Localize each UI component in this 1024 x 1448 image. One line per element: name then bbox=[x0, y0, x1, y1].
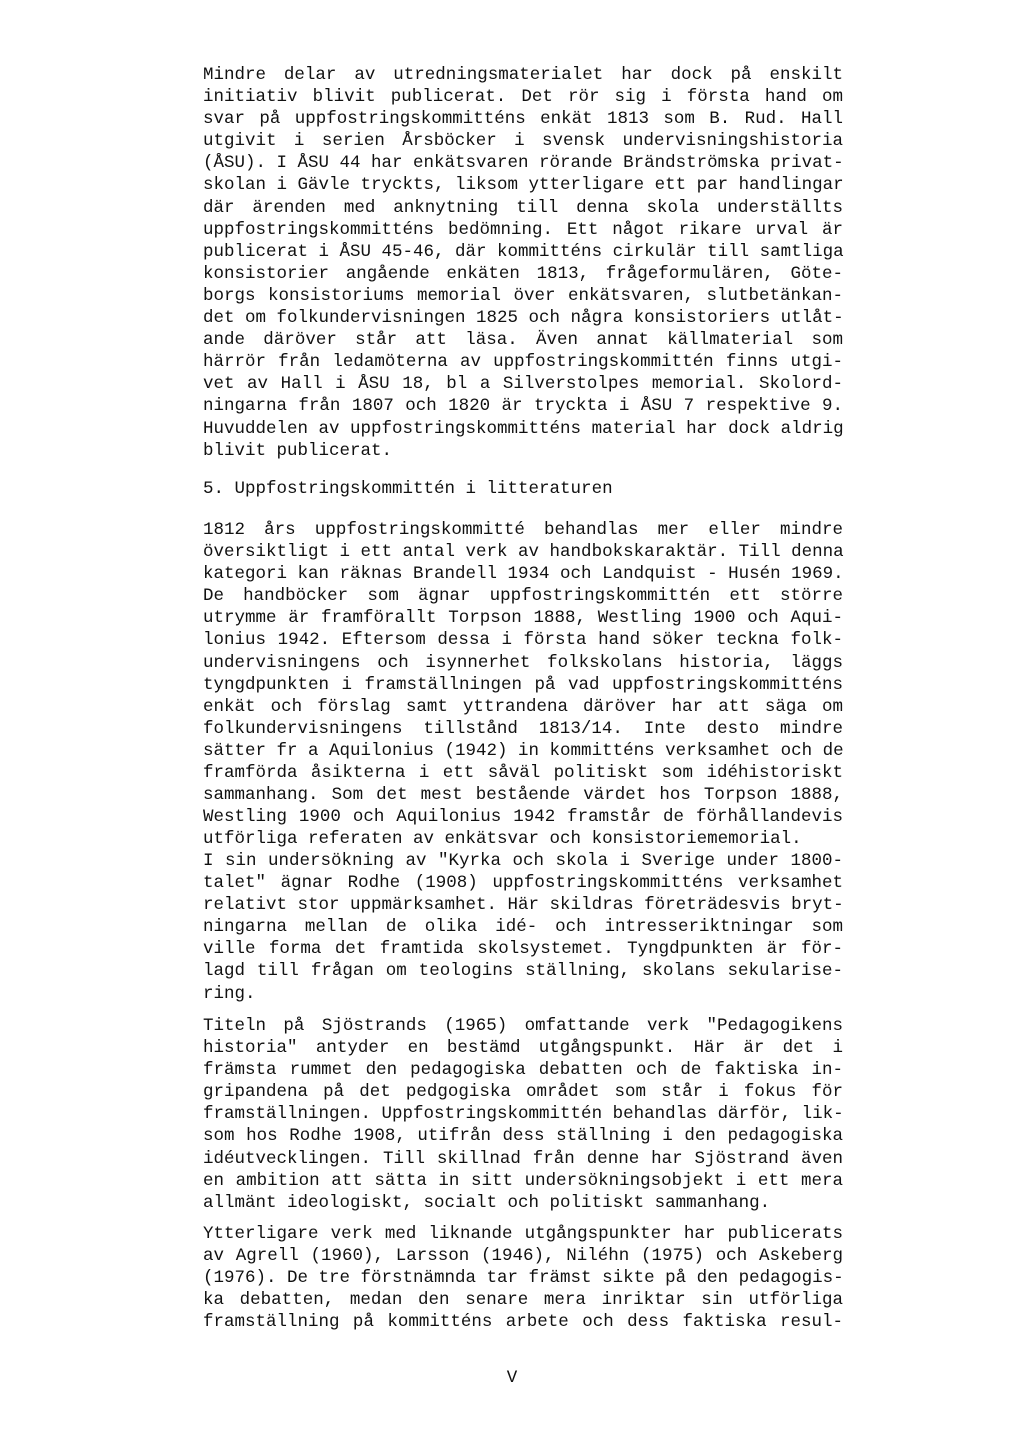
text-line: blivit publicerat. bbox=[203, 440, 393, 461]
text-line: ningarna mellan de olika idé- och intresseriktningar som bbox=[203, 917, 843, 938]
text-line: allmänt ideologiskt, socialt och politiskt sammanhang. bbox=[203, 1192, 771, 1213]
text-line: som hos Rodhe 1908, utifrån dess ställning i den pedagogiska bbox=[203, 1126, 843, 1147]
text-line: där ärenden med anknytning till denna skola underställts bbox=[203, 197, 843, 218]
text-line: sammanhang. Som det mest bestående värdet hos Torpson 1888, bbox=[203, 785, 843, 806]
text-line: framställningen. Uppfostringskommittén behandlas därför, lik- bbox=[203, 1104, 844, 1125]
text-line: ande däröver står att läsa. Även annat källmaterial som bbox=[203, 330, 843, 351]
text-line: undervisningens och isynnerhet folkskolans historia, läggs bbox=[203, 652, 843, 673]
text-line: historia" antyder en bestämd utgångspunkt. Här är det i bbox=[203, 1038, 843, 1059]
text-line: Huvuddelen av uppfostringskommitténs material har dock aldrig bbox=[203, 418, 844, 439]
paragraph-5 bbox=[203, 1223, 843, 1333]
paragraph-4 bbox=[203, 1015, 843, 1214]
page-number: V bbox=[506, 1368, 518, 1388]
text-line: översiktligt i ett antal verk av handbokskaraktär. Till denna bbox=[203, 542, 844, 563]
paragraph-3 bbox=[203, 850, 843, 1005]
text-line: ring. bbox=[203, 983, 256, 1004]
text-line: sätter fr a Aquilonius (1942) in kommitténs verksamhet och de bbox=[203, 740, 844, 761]
text-line: utgivit i serien Årsböcker i svensk undervisningshistoria bbox=[203, 131, 843, 152]
text-line: tyngdpunkten i framställningen på vad uppfostringskommitténs bbox=[203, 674, 843, 695]
text-line: ville forma det framtida skolsystemet. Tyngdpunkten är för- bbox=[203, 939, 843, 960]
text-line: borgs konsistoriums memorial över enkätsvaren, slutbetänkan- bbox=[203, 285, 843, 306]
text-line: 1812 års uppfostringskommitté behandlas mer eller mindre bbox=[203, 520, 843, 540]
text-line: I sin undersökning av "Kyrka och skola i Sverige under 1800- bbox=[203, 851, 843, 871]
text-line: publicerat i ÅSU 45-46, där kommitténs cirkulär till samtliga bbox=[203, 241, 844, 262]
text-line: framställning på kommitténs arbete och dess faktiska resul- bbox=[203, 1312, 843, 1333]
text-line: ka debatten, medan den senare mera inriktar sin utförliga bbox=[203, 1290, 843, 1311]
text-line: talet" ägnar Rodhe (1908) uppfostringskommitténs verksamhet bbox=[203, 873, 843, 894]
paragraph-2 bbox=[203, 519, 843, 850]
text-line: svar på uppfostringskommitténs enkät 1813 som B. Rud. Hall bbox=[203, 109, 843, 130]
text-line: uppfostringskommitténs bedömning. Ett något rikare urval är bbox=[203, 219, 843, 240]
text-line: (ÅSU). I ÅSU 44 har enkätsvaren rörande Brändströmska privat- bbox=[203, 153, 844, 174]
text-line: skolan i Gävle tryckts, liksom ytterligare ett par handlingar bbox=[203, 175, 844, 196]
text-line: vet av Hall i ÅSU 18, bl a Silverstolpes memorial. Skolord- bbox=[203, 374, 843, 395]
paragraph-1 bbox=[203, 64, 843, 462]
text-line: det om folkundervisningen 1825 och några konsistoriers utlåt- bbox=[203, 308, 844, 329]
text-line: De handböcker som ägnar uppfostringskommittén ett större bbox=[203, 586, 843, 607]
text-line: initiativ blivit publicerat. Det rör sig i första hand om bbox=[203, 87, 843, 108]
text-line: utförliga referaten av enkätsvar och konsistoriememorial. bbox=[203, 829, 802, 850]
text-line: en ambition att sätta in sitt undersökningsobjekt i ett mera bbox=[203, 1170, 843, 1191]
text-line: utrymme är framförallt Torpson 1888, Westling 1900 och Aqui- bbox=[203, 608, 843, 629]
text-line: främsta rummet den pedagogiska debatten och de faktiska in- bbox=[203, 1060, 843, 1081]
text-line: lagd till frågan om teologins ställning, skolans sekularise- bbox=[203, 961, 843, 982]
text-line: av Agrell (1960), Larsson (1946), Niléhn (1975) och Askeberg bbox=[203, 1246, 843, 1267]
text-line: idéutvecklingen. Till skillnad från denne har Sjöstrand även bbox=[203, 1148, 843, 1169]
text-line: folkundervisningens tillstånd 1813/14. Inte desto mindre bbox=[203, 718, 843, 739]
text-line: Ytterligare verk med liknande utgångspunkter har publicerats bbox=[203, 1224, 843, 1244]
text-line: gripandena på det pedgogiska området som står i fokus för bbox=[203, 1082, 843, 1103]
text-line: härrör från ledamöterna av uppfostringskommittén finns utgi- bbox=[203, 352, 843, 373]
text-line: ningarna från 1807 och 1820 är tryckta i ÅSU 7 respektive 9. bbox=[203, 396, 843, 417]
text-line: Titeln på Sjöstrands (1965) omfattande verk "Pedagogikens bbox=[203, 1016, 843, 1036]
text-line: Westling 1900 och Aquilonius 1942 framstår de förhållandevis bbox=[203, 807, 843, 828]
text-line: lonius 1942. Eftersom dessa i första hand söker teckna folk- bbox=[203, 630, 843, 651]
section-heading: 5. Uppfostringskommittén i litteraturen bbox=[203, 479, 613, 499]
text-line: framförda åsikterna i ett såväl politiskt som idéhistoriskt bbox=[203, 763, 843, 784]
text-line: enkät och förslag samt yttrandena däröver har att säga om bbox=[203, 696, 843, 717]
text-line: relativt stor uppmärksamhet. Här skildras företrädesvis bryt- bbox=[203, 895, 844, 916]
text-line: (1976). De tre förstnämnda tar främst sikte på den pedagogis- bbox=[203, 1268, 844, 1289]
text-line: kategori kan räknas Brandell 1934 och Landquist - Husén 1969. bbox=[203, 564, 844, 585]
text-line: Mindre delar av utredningsmaterialet har dock på enskilt bbox=[203, 65, 843, 85]
text-line: konsistorier angående enkäten 1813, frågeformulären, Göte- bbox=[203, 263, 843, 284]
